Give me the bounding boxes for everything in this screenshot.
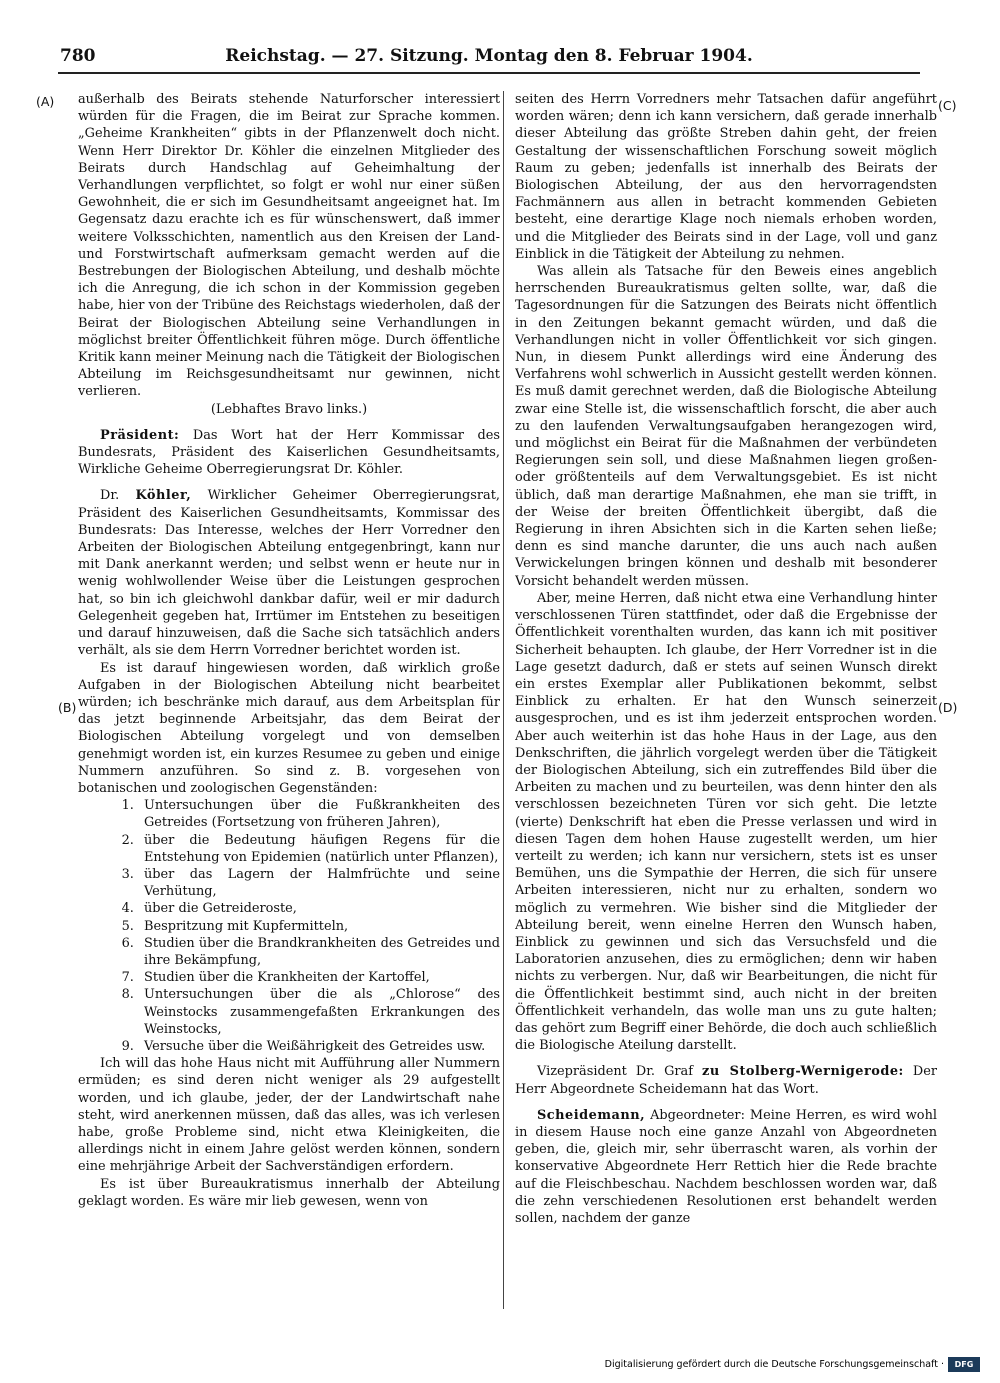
list-item: 2. über die Bedeutung häufigen Regens für die Entstehung von Epidemien (natürlich unter Pflanzen),: [138, 832, 500, 866]
paragraph: [78, 487, 500, 659]
speaker-title: Dr.: [100, 488, 136, 504]
list-item: 4. über die Getreideroste,: [138, 900, 500, 917]
list-item: 6. Studien über die Brandkrankheiten des Getreides und ihre Bekämpfung,: [138, 935, 500, 969]
paragraph: Aber, meine Herren, daß nicht etwa eine Verhandlung hinter verschlossenen Türen stattfindet, oder daß die Ergebnisse der Öffentlichkeit vorenthalten wurden, das kann ich mit positiver Sicherheit behaupten. Ich glaube, der Herr Vorredner ist in die Lage gesetzt dadurch, daß er stets auf seinen Wunsch direkt ein erstes Exemplar aller Publikationen bekommt, selbst Einblick zu erhalten. Er hat den Wunsch seinerzeit ausgesprochen, und es ist ihm jederzeit entsprochen worden. Aber auch weiterhin ist das hohe Haus in der Lage, aus den Denkschriften, die jährlich vorgelegt werden über die Tätigkeit der Biologischen Abteilung, sich ein zutreffendes Bild über die Arbeiten zu machen und zu beurteilen, was denn hinter den als verschlossen bezeichneten Türen vor sich geht. Die letzte (vierte) Denkschrift hat eben die Presse verlassen und wird in diesen Tagen dem hohen Hause zugestellt werden, um hier verteilt zu werden; ich kann nur versichern, stets ist es unser Bemühen, uns die Sympathie der Herren, die sich für unsere Arbeiten interessieren, nicht nur zu erhalten, sondern wo möglich zu vermehren. Wie bisher sind die Mitglieder der Abteilung bereit, wenn einelne Herren den Wunsch haben, Einblick zu gewinnen und sich das Versuchsfeld und die Laboratorien anzusehen, dies zu ermöglichen; denn wir haben nichts zu verbergen. Nur, daß wir Bearbeitungen, die nicht für die Öffentlichkeit bestimmt sind, auch nicht in der breiten Öffentlichkeit verhandeln, das wolle man uns zu gute halten; das gehört zum Begriff einer Behörde, die doch auch schließlich die Biologische Ateilung darstellt.: [515, 590, 937, 1054]
margin-mark-a: (A): [36, 94, 55, 109]
speaker-title: Vizepräsident Dr. Graf: [537, 1064, 703, 1080]
list-item: 9. Versuche über die Weißährigkeit des Getreides usw.: [138, 1038, 500, 1055]
list-item: 5. Bespritzung mit Kupfermitteln,: [138, 918, 500, 935]
header-title: Reichstag. — 27. Sitzung. Montag den 8. Februar 1904.: [225, 46, 753, 66]
page-number: 780: [60, 46, 96, 66]
paragraph: Was allein als Tatsache für den Beweis eines angeblich herrschenden Bureaukratismus gelten sollte, war, daß die Tagesordnungen für die Satzungen des Beirats nicht öffentlich in den Zeitungen bekannt gemacht würden, und daß die Verhandlungen nicht in voller Öffentlichkeit vor sich gingen. Nun, in diesem Punkt allerdings wird eine Änderung des Verfahrens wohl schwerlich in Aussicht gestellt werden können. Es muß damit gerechnet werden, daß die Biologische Abteilung zwar eine Stelle ist, die wissenschaftlich forscht, die aber auch zu den laufenden Verwaltungsaufgaben herangezogen wird, und möglichst ein Beirat für die Maßnahmen der verbündeten Regierungen sein soll, und diese Maßnahmen liegen großen- oder größtenteils auf dem Verwaltungsgebiet. Es ist nicht üblich, daß man derartige Maßnahmen, ehe man sie trifft, in der Weise der breiten Öffentlichkeit übergibt, daß die Regierung in ihren Absichten sich in die Karten sehen ließe; denn es sind manche darunter, die uns auch nach außen Verwickelungen bringen können und deshalb mit besonderer Vorsicht behandelt werden müssen.: [515, 264, 937, 589]
paragraph: [515, 1107, 937, 1227]
speaker-name: Präsident:: [100, 427, 180, 443]
speaker-name: Scheidemann,: [537, 1107, 646, 1123]
right-column: [515, 91, 937, 1311]
margin-mark-d: (D): [938, 700, 958, 715]
paragraph: Ich will das hohe Haus nicht mit Aufführung aller Nummern ermüden; es sind deren nicht weniger als 29 aufgestellt worden, und ich glaube, jeder, der der Landwirtschaft nahe steht, wird anerkennen müssen, daß das alles, was ich verlesen habe, große Probleme sind, nicht etwa Kleinigkeiten, die allerdings nicht in einem Jahre gelöst werden können, sondern eine mehrjährige Arbeit der Sachverständigen erfordern.: [78, 1056, 500, 1175]
topic-list: [78, 797, 500, 1055]
margin-mark-c: (C): [938, 98, 957, 113]
paragraph: außerhalb des Beirats stehende Naturforscher interessiert würden für die Fragen, die im Beirat zur Sprache kommen. „Geheime Krankheiten“ gibts in der Pflanzenwelt doch nicht. Wenn Herr Direktor Dr. Köhler die einzelnen Mitglieder des Beirats durch Handschlag auf Geheimhaltung der Verhandlungen verpflichtet, so folgt er wohl nur einer süßen Gewohnheit, die er sich im Gesundheitsamt angeeignet hat. Im Gegensatz dazu erachte ich es für wünschenswert, daß immer weitere Volksschichten, namentlich aus den Kreisen der Land- und Forstwirtschaft aufmerksam gemacht werden auf die Bestrebungen der Biologischen Abteilung, und deshalb möchte ich die Anregung, die ich schon in der Kommission gegeben habe, hier von der Tribüne des Reichstags wiederholen, daß der Beirat der Biologischen Abteilung seine Verhandlungen in möglichst breiter Öffentlichkeit führen möge. Durch öffentliche Kritik kann meiner Meinung nach die Tätigkeit der Biologischen Abteilung im Reichsgesundheitsamt nur gewinnen, nicht verlieren.: [78, 92, 500, 400]
paragraph: [515, 1063, 937, 1097]
list-item: 1. Untersuchungen über die Fußkrankheiten des Getreides (Fortsetzung von früheren Jahren),: [138, 797, 500, 831]
stage-direction: (Lebhaftes Bravo links.): [210, 401, 368, 417]
digitization-footer: [606, 1357, 980, 1373]
list-item: 8. Untersuchungen über die als „Chlorose“ des Weinstocks zusammengefaßten Erkrankungen des Weinstocks,: [138, 986, 500, 1038]
column-divider: [503, 91, 504, 1309]
speaker-name: zu Stolberg-Wernigerode:: [702, 1064, 904, 1080]
speaker-name: Köhler,: [135, 488, 192, 504]
footer-text: Digitalisierung gefördert durch die Deutsche Forschungsgemeinschaft ·: [604, 1359, 944, 1370]
dfg-logo-icon: DFG: [948, 1357, 980, 1372]
speech-text: Das Wort hat der Herr Kommissar des Bundesrats, Präsident des Kaiserlichen Gesundheitsamts, Wirkliche Geheime Oberregierungsrat Dr. Köhler.: [78, 427, 500, 478]
page-header: [58, 46, 920, 74]
paragraph: seiten des Herrn Vorredners mehr Tatsachen dafür angeführt worden wären; denn ich kann versichern, daß gerade innerhalb dieser Abteilung das größte Streben dahin geht, der freien Gestaltung der wissenschaftlichen Forschung soweit möglich Raum zu geben; jedenfalls ist innerhalb des Beirats der Biologischen Abteilung, der aus den hervorragendsten Fachmännern aus allen in betracht kommenden Gebieten besteht, eine derartige Klage noch niemals erhoben worden, und die Mitglieder des Beirats sind in der Lage, voll und ganz Einblick in die Tätigkeit der Abteilung zu nehmen.: [515, 92, 937, 262]
paragraph: [78, 427, 500, 479]
paragraph: Es ist über Bureaukratismus innerhalb der Abteilung geklagt worden. Es wäre mir lieb gewesen, wenn von: [78, 1176, 500, 1209]
speech-text: Wirklicher Geheimer Oberregierungsrat, Präsident des Kaiserlichen Gesundheitsamts, Kommissar des Bundesrats: Das Interesse, welches der Herr Vorredner den Arbeiten der Biologischen Abteilung entgegenbringt, kann nur mit Dank anerkannt werden; und selbst wenn er heute nur in wenig wohlwollender Weise über die Leistungen gesprochen hat, so bin ich gleichwohl dankbar dafür, weil er mir dadurch Gelegenheit gegeben hat, Irrtümer im Entstehen zu beseitigen und darauf hinzuweisen, daß die Sache sich tatsächlich anders verhält, als sie dem Herrn Vorredner berichtet worden ist.: [78, 488, 500, 659]
speech-text: Abgeordneter: Meine Herren, es wird wohl in diesem Hause noch eine ganze Anzahl von Abgeordneten geben, die, gleich mir, sehr überrascht waren, als vorhin der konservative Abgeordnete Herr Rettich hier die Rede brachte auf die Fleischbeschau. Nachdem beschlossen worden war, daß die zehn verschiedenen Resolutionen erst behandelt werden sollen, nachdem der ganze: [515, 1107, 937, 1226]
list-item: 7. Studien über die Krankheiten der Kartoffel,: [138, 969, 500, 986]
left-column: [78, 91, 500, 1311]
paragraph: Es ist darauf hingewiesen worden, daß wirklich große Aufgaben in der Biologischen Abteilung nicht bearbeitet würden; ich beschränke mich darauf, aus dem Arbeitsplan für das jetzt beginnende Arbeitsjahr, das dem Beirat der Biologischen Abteilung vorgelegt und von demselben genehmigt worden ist, ein kurzes Resumee zu geben und einige Nummern anzuführen. So sind z. B. vorgesehen von botanischen und zoologischen Gegenständen:: [78, 660, 500, 796]
margin-mark-b: (B): [58, 700, 77, 715]
list-item: 3. über das Lagern der Halmfrüchte und seine Verhütung,: [138, 866, 500, 900]
speech-text: Der Herr Abgeordnete Scheidemann hat das Wort.: [515, 1064, 937, 1097]
